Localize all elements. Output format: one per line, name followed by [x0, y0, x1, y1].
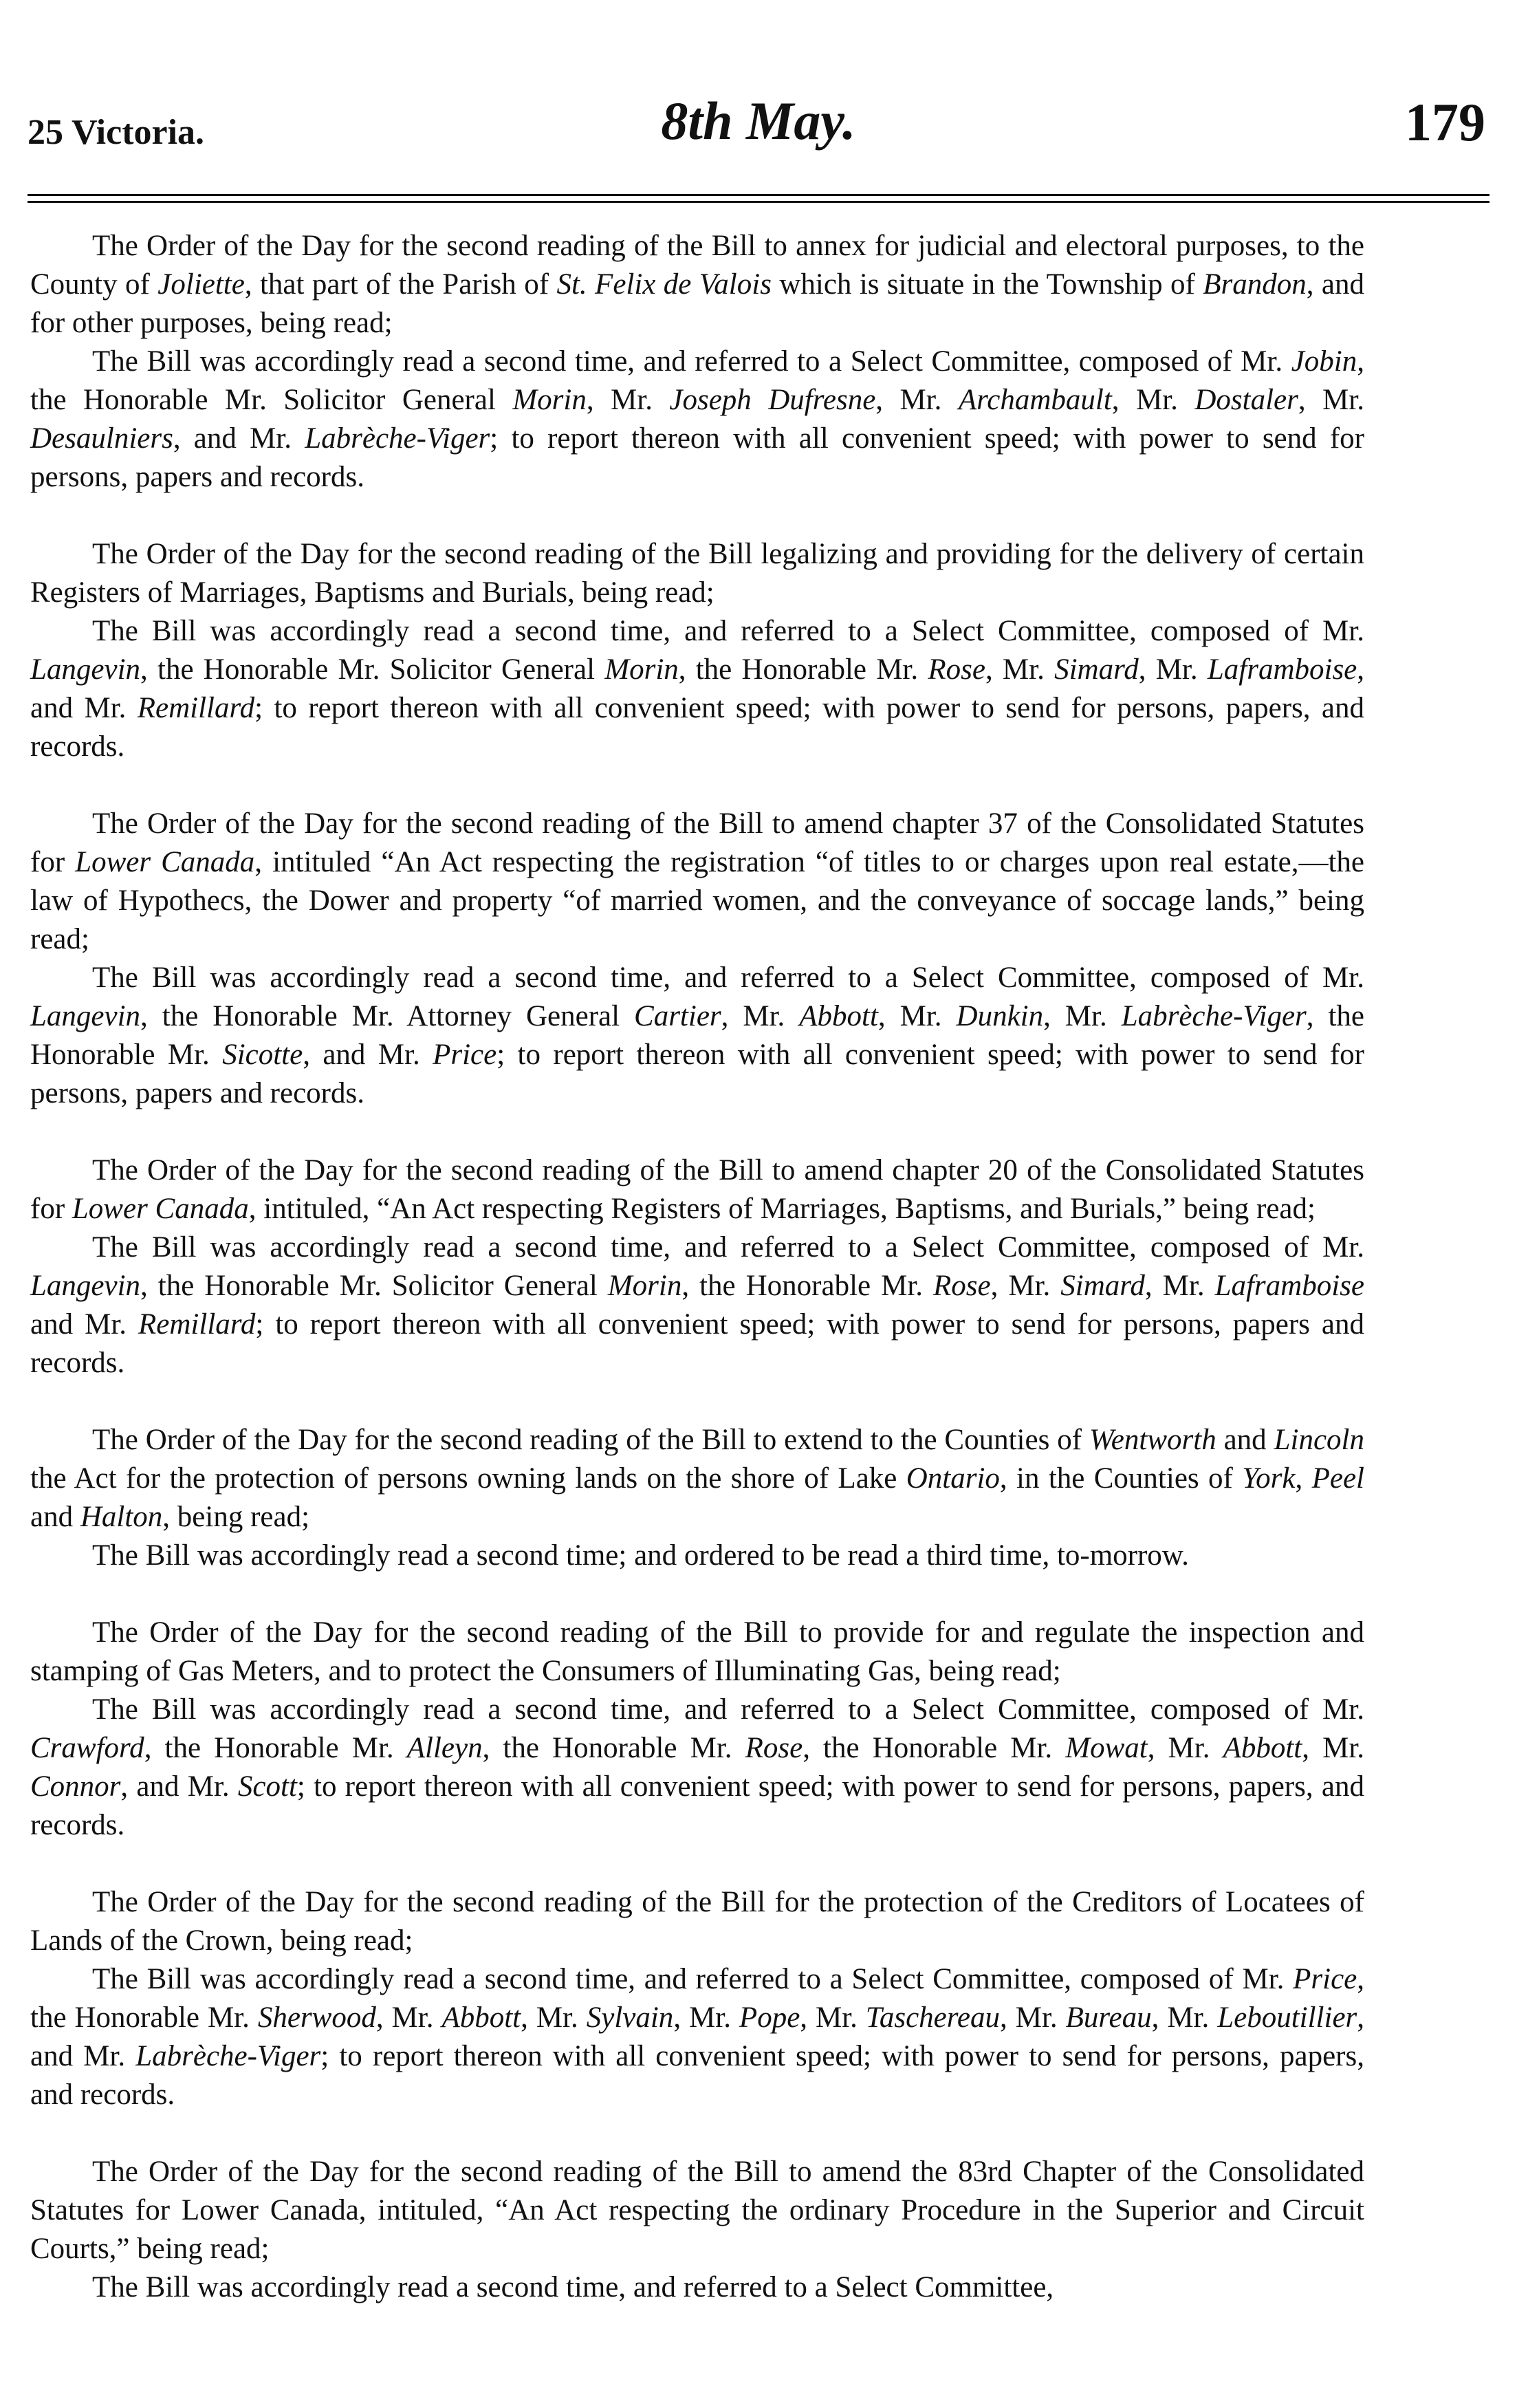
running-head	[28, 86, 1489, 162]
text-run: The Order of the Day for the second reading of the Bill to extend to the Counties of	[92, 1424, 1089, 1456]
italic-name: Laframboise	[1207, 653, 1357, 686]
italic-name: Morin	[607, 1270, 682, 1302]
italic-name: Dunkin	[956, 1000, 1044, 1032]
text-run: , and Mr.	[173, 422, 305, 455]
italic-name: Rose	[933, 1270, 991, 1302]
order-of-the-day-entry	[30, 535, 1364, 766]
italic-name: Alleyn	[406, 1732, 483, 1764]
italic-name: York	[1242, 1462, 1296, 1495]
text-run: the Act for the protection of persons owning lands on the shore of Lake	[30, 1462, 906, 1495]
text-run: , Mr.	[1000, 2002, 1066, 2034]
italic-name: Morin	[604, 653, 679, 686]
italic-name: Laframboise	[1214, 1270, 1364, 1302]
text-run: The Order of the Day for the second reading of the Bill to annex for judicial and electoral purposes, to the County of	[30, 230, 1364, 301]
result-paragraph	[30, 612, 1364, 766]
italic-name: Remillard	[137, 692, 255, 724]
text-run: , Mr.	[375, 2002, 442, 2034]
text-run: , the Honorable Mr. Solicitor General	[140, 653, 605, 686]
order-of-the-day-entry	[30, 1421, 1364, 1575]
italic-name: Peel	[1311, 1462, 1364, 1495]
italic-name: Mowat	[1065, 1732, 1148, 1764]
italic-name: Taschereau	[865, 2002, 1000, 2034]
text-run: The Bill was accordingly read a second time; and ordered to be read a third time, to-morrow.	[92, 1539, 1189, 1572]
text-run: , intituled “An Act respecting the registration “of titles to or charges upon real estate,—the law of Hypothecs, the Dower and property “of married women, and the conveyance of soccage lands,” being read;	[30, 846, 1364, 955]
text-run: , the Honorable Mr.	[482, 1732, 745, 1764]
italic-name: Crawford	[30, 1732, 144, 1764]
result-paragraph	[30, 2268, 1364, 2307]
text-run: The Bill was accordingly read a second time, and referred to a Select Committee, composed of Mr.	[92, 1693, 1364, 1726]
order-of-the-day-entry	[30, 1883, 1364, 2114]
text-run: , Mr.	[1302, 1732, 1365, 1764]
text-run: , the Honorable Mr. Solicitor General	[30, 345, 1364, 416]
italic-name: Pope	[739, 2002, 800, 2034]
italic-name: Ontario	[906, 1462, 1000, 1495]
text-run: , Mr.	[721, 1000, 800, 1032]
text-run: , Mr.	[877, 1000, 957, 1032]
text-run: which is situate in the Township of	[771, 268, 1203, 301]
text-run: , Mr.	[521, 2002, 587, 2034]
text-run: , that part of the Parish of	[244, 268, 557, 301]
italic-name: Morin	[512, 384, 587, 416]
order-paragraph	[30, 227, 1364, 343]
text-run: , the Honorable Mr.	[30, 1963, 1364, 2034]
italic-name: Joliette	[157, 268, 245, 301]
order-paragraph	[30, 2153, 1364, 2268]
text-run: and	[1216, 1424, 1274, 1456]
text-run: , the Honorable Mr.	[803, 1732, 1066, 1764]
italic-name: Langevin	[30, 1270, 141, 1302]
text-run: The Bill was accordingly read a second time, and referred to a Select Committee,	[92, 2271, 1054, 2303]
italic-name: Sicotte	[222, 1039, 303, 1071]
text-run: , Mr.	[673, 2002, 739, 2034]
italic-name: Lower Canada	[72, 1193, 249, 1225]
text-run: The Bill was accordingly read a second time, and referred to a Select Committee, composed of Mr.	[92, 615, 1364, 647]
italic-name: Cartier	[634, 1000, 721, 1032]
text-run: , and Mr.	[30, 2002, 1365, 2072]
text-run: The Bill was accordingly read a second time, and referred to a Select Committee, composed of Mr.	[92, 962, 1364, 994]
text-run: , being read;	[162, 1501, 310, 1533]
text-run: , and for other purposes, being read;	[30, 268, 1364, 339]
italic-name: Desaulniers	[30, 422, 173, 455]
result-paragraph	[30, 1228, 1364, 1382]
italic-name: Connor	[30, 1770, 121, 1803]
text-run: ; to report thereon with all convenient speed; with power to send for persons, papers, and records.	[30, 2040, 1364, 2111]
page-date: 8th May.	[661, 91, 856, 151]
text-run: The Order of the Day for the second reading of the Bill to amend chapter 37 of the Consolidated Statutes for	[30, 807, 1364, 878]
italic-name: Price	[1293, 1963, 1357, 1995]
text-run: , the Honorable Mr.	[144, 1732, 407, 1764]
italic-name: Scott	[237, 1770, 297, 1803]
order-paragraph	[30, 1614, 1364, 1691]
text-run: The Bill was accordingly read a second time, and referred to a Select Committee, composed of Mr.	[92, 1231, 1364, 1263]
text-run: , Mr.	[1138, 653, 1208, 686]
text-run: , Mr.	[1147, 1732, 1223, 1764]
text-run: , Mr.	[985, 653, 1055, 686]
italic-name: Halton	[80, 1501, 163, 1533]
italic-name: Archambault	[958, 384, 1112, 416]
text-run: , the Honorable Mr. Solicitor General	[140, 1270, 608, 1302]
text-run: , Mr.	[800, 2002, 866, 2034]
order-of-the-day-entry	[30, 227, 1364, 497]
italic-name: Bureau	[1065, 2002, 1152, 2034]
result-paragraph	[30, 1691, 1364, 1845]
text-run: , in the Counties of	[999, 1462, 1243, 1495]
result-paragraph	[30, 1537, 1364, 1575]
order-paragraph	[30, 1883, 1364, 1960]
italic-name: Labrèche-Viger	[1121, 1000, 1307, 1032]
italic-name: Brandon	[1203, 268, 1307, 301]
italic-name: Abbott	[799, 1000, 878, 1032]
result-paragraph	[30, 959, 1364, 1113]
italic-name: Langevin	[30, 1000, 141, 1032]
italic-name: Price	[433, 1039, 497, 1071]
italic-name: Abbott	[441, 2002, 521, 2034]
text-run: , Mr.	[1151, 2002, 1218, 2034]
regnal-year: 25 Victoria.	[28, 113, 205, 152]
text-run: ; to report thereon with all convenient speed; with power to send for persons, papers and records.	[30, 422, 1364, 493]
text-run: , the Honorable Mr. Attorney General	[140, 1000, 635, 1032]
text-run: ,	[1295, 1462, 1312, 1495]
italic-name: Rose	[745, 1732, 803, 1764]
italic-name: Labrèche-Viger	[135, 2040, 321, 2072]
text-run: The Bill was accordingly read a second time, and referred to a Select Committee, composed of Mr.	[92, 1963, 1294, 1995]
text-run: , Mr.	[1144, 1270, 1215, 1302]
text-run: ; to report thereon with all convenient speed; with power to send for persons, papers and records.	[30, 1308, 1364, 1379]
italic-name: Joseph Dufresne	[669, 384, 876, 416]
text-run: , Mr.	[1298, 384, 1364, 416]
order-paragraph	[30, 1421, 1364, 1537]
order-paragraph	[30, 535, 1364, 612]
text-run: The Order of the Day for the second reading of the Bill for the protection of the Creditors of Locatees of Lands of the Crown, being read;	[30, 1886, 1364, 1957]
text-run: , intituled, “An Act respecting Registers of Marriages, Baptisms, and Burials,” being read;	[248, 1193, 1316, 1225]
text-run: ; to report thereon with all convenient speed; with power to send for persons, papers and records.	[30, 1039, 1364, 1109]
text-run: and Mr.	[30, 1308, 139, 1341]
text-run: , and Mr.	[120, 1770, 238, 1803]
text-run: , the Honorable Mr.	[30, 1000, 1365, 1071]
header-rule-bottom	[28, 201, 1489, 203]
italic-name: Simard	[1060, 1270, 1145, 1302]
italic-name: Lower Canada	[75, 846, 255, 878]
italic-name: Remillard	[138, 1308, 256, 1341]
page-number: 179	[1405, 92, 1485, 152]
result-paragraph	[30, 343, 1364, 497]
result-paragraph	[30, 1960, 1364, 2114]
italic-name: Sherwood	[257, 2002, 376, 2034]
text-run: , Mr.	[990, 1270, 1061, 1302]
text-run: The Bill was accordingly read a second time, and referred to a Select Committee, composed of Mr.	[92, 345, 1291, 378]
text-run: ; to report thereon with all convenient speed; with power to send for persons, papers, and records.	[30, 692, 1364, 763]
text-run: The Order of the Day for the second reading of the Bill to amend the 83rd Chapter of the Consolidated Statutes for Lower Canada, intituled, “An Act respecting the ordinary Procedure in the Superior and Circuit Courts,” being read;	[30, 2156, 1364, 2265]
italic-name: Abbott	[1223, 1732, 1302, 1764]
italic-name: Dostaler	[1194, 384, 1298, 416]
text-run: The Order of the Day for the second reading of the Bill legalizing and providing for the delivery of certain Registers of Marriages, Baptisms and Burials, being read;	[30, 538, 1364, 609]
text-run: , and Mr.	[303, 1039, 433, 1071]
italic-name: Lincoln	[1274, 1424, 1364, 1456]
text-run: , the Honorable Mr.	[678, 653, 928, 686]
text-run: The Order of the Day for the second reading of the Bill to provide for and regulate the inspection and stamping of Gas Meters, and to protect the Consumers of Illuminating Gas, being read;	[30, 1616, 1364, 1687]
text-run: ; to report thereon with all convenient speed; with power to send for persons, papers, and records.	[30, 1770, 1364, 1841]
italic-name: Simard	[1054, 653, 1139, 686]
text-run: , Mr.	[875, 384, 959, 416]
text-run: , the Honorable Mr.	[681, 1270, 934, 1302]
text-run: , Mr.	[1043, 1000, 1122, 1032]
order-paragraph	[30, 805, 1364, 959]
order-of-the-day-entry	[30, 805, 1364, 1113]
text-run: and	[30, 1501, 80, 1533]
order-of-the-day-entry	[30, 1614, 1364, 1845]
proceedings-body	[30, 227, 1364, 2345]
text-run: , Mr.	[586, 384, 670, 416]
italic-name: Leboutillier	[1217, 2002, 1357, 2034]
italic-name: Labrèche-Viger	[305, 422, 490, 455]
italic-name: St. Felix de Valois	[556, 268, 772, 301]
italic-name: Sylvain	[586, 2002, 674, 2034]
italic-name: Jobin	[1291, 345, 1357, 378]
italic-name: Rose	[928, 653, 985, 686]
italic-name: Langevin	[30, 653, 141, 686]
order-of-the-day-entry	[30, 1151, 1364, 1382]
order-paragraph	[30, 1151, 1364, 1228]
order-of-the-day-entry	[30, 2153, 1364, 2307]
text-run: , Mr.	[1111, 384, 1195, 416]
italic-name: Wentworth	[1089, 1424, 1216, 1456]
text-run: , and Mr.	[30, 653, 1365, 724]
header-rule-top	[28, 194, 1489, 196]
text-run: The Order of the Day for the second reading of the Bill to amend chapter 20 of the Consolidated Statutes for	[30, 1154, 1364, 1225]
